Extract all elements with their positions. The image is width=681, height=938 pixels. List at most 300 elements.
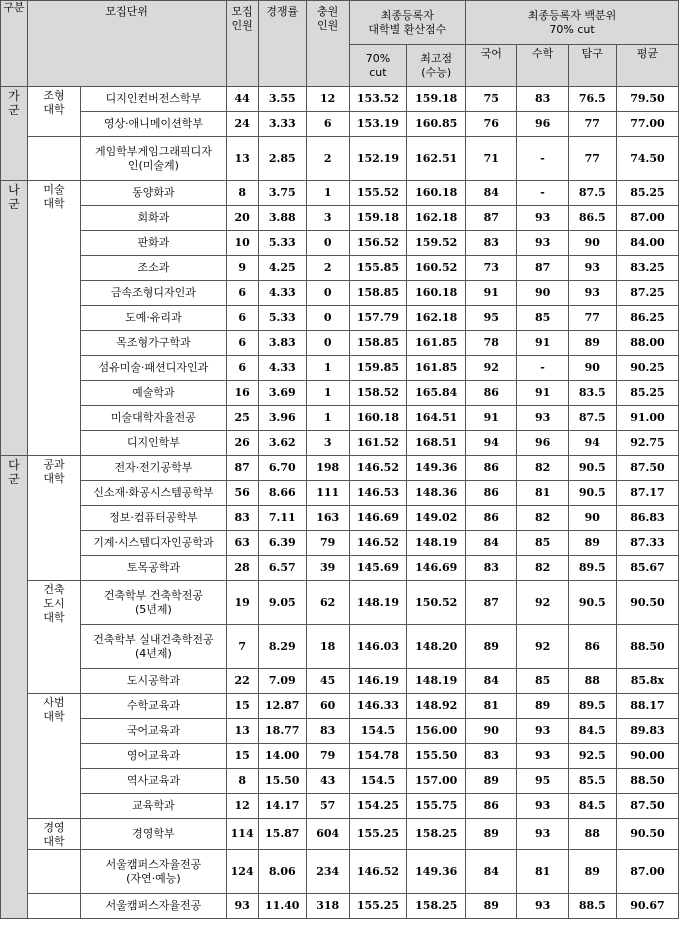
table-row bbox=[1, 819, 679, 850]
value-cell-a: 85.8x bbox=[616, 669, 678, 694]
value-cell-q: 15 bbox=[226, 744, 258, 769]
value-cell-cut: 153.52 bbox=[349, 87, 407, 112]
college-cell bbox=[27, 137, 80, 181]
value-cell-cut: 145.69 bbox=[349, 556, 407, 581]
dept-cell: 영어교육과 bbox=[81, 744, 226, 769]
header-quota: 모집 인원 bbox=[226, 1, 258, 87]
value-cell-f: 0 bbox=[306, 281, 349, 306]
value-cell-cut: 155.25 bbox=[349, 819, 407, 850]
value-cell-k: 78 bbox=[466, 331, 517, 356]
value-cell-k: 83 bbox=[466, 744, 517, 769]
value-cell-q: 6 bbox=[226, 281, 258, 306]
dept-cell: 기계·시스템디자인공학과 bbox=[81, 531, 226, 556]
value-cell-k: 90 bbox=[466, 719, 517, 744]
value-cell-a: 90.67 bbox=[616, 894, 678, 919]
value-cell-q: 83 bbox=[226, 506, 258, 531]
value-cell-a: 88.17 bbox=[616, 694, 678, 719]
value-cell-f: 198 bbox=[306, 456, 349, 481]
value-cell-m: - bbox=[517, 181, 568, 206]
value-cell-m: 96 bbox=[517, 112, 568, 137]
value-cell-c: 11.40 bbox=[258, 894, 306, 919]
value-cell-cut: 146.52 bbox=[349, 850, 407, 894]
value-cell-q: 25 bbox=[226, 406, 258, 431]
value-cell-q: 6 bbox=[226, 306, 258, 331]
value-cell-q: 114 bbox=[226, 819, 258, 850]
header-cut70: 70% cut bbox=[349, 45, 407, 87]
value-cell-f: 1 bbox=[306, 381, 349, 406]
header-filled: 충원 인원 bbox=[306, 1, 349, 87]
value-cell-m: 81 bbox=[517, 850, 568, 894]
value-cell-q: 13 bbox=[226, 137, 258, 181]
dept-cell: 목조형가구학과 bbox=[81, 331, 226, 356]
value-cell-k: 86 bbox=[466, 381, 517, 406]
value-cell-q: 9 bbox=[226, 256, 258, 281]
value-cell-cut: 148.19 bbox=[349, 581, 407, 625]
value-cell-f: 79 bbox=[306, 744, 349, 769]
value-cell-a: 88.50 bbox=[616, 769, 678, 794]
value-cell-c: 14.17 bbox=[258, 794, 306, 819]
value-cell-a: 91.00 bbox=[616, 406, 678, 431]
table-row bbox=[1, 506, 679, 531]
value-cell-f: 12 bbox=[306, 87, 349, 112]
value-cell-k: 86 bbox=[466, 794, 517, 819]
value-cell-max: 162.18 bbox=[407, 206, 466, 231]
value-cell-k: 87 bbox=[466, 206, 517, 231]
value-cell-cut: 161.52 bbox=[349, 431, 407, 456]
value-cell-a: 89.83 bbox=[616, 719, 678, 744]
value-cell-f: 62 bbox=[306, 581, 349, 625]
dept-cell: 미술대학자율전공 bbox=[81, 406, 226, 431]
value-cell-k: 71 bbox=[466, 137, 517, 181]
value-cell-m: 95 bbox=[517, 769, 568, 794]
value-cell-k: 76 bbox=[466, 112, 517, 137]
value-cell-max: 148.92 bbox=[407, 694, 466, 719]
table-row bbox=[1, 769, 679, 794]
value-cell-q: 7 bbox=[226, 625, 258, 669]
value-cell-max: 155.75 bbox=[407, 794, 466, 819]
table-row bbox=[1, 306, 679, 331]
value-cell-k: 87 bbox=[466, 581, 517, 625]
value-cell-c: 4.33 bbox=[258, 356, 306, 381]
value-cell-cut: 155.25 bbox=[349, 894, 407, 919]
header-pct-score: 최종등록자 백분위 70% cut bbox=[466, 1, 679, 45]
table-row bbox=[1, 531, 679, 556]
value-cell-cut: 154.5 bbox=[349, 719, 407, 744]
value-cell-cut: 146.52 bbox=[349, 531, 407, 556]
value-cell-q: 8 bbox=[226, 769, 258, 794]
value-cell-a: 90.50 bbox=[616, 581, 678, 625]
value-cell-c: 7.11 bbox=[258, 506, 306, 531]
value-cell-m: 82 bbox=[517, 556, 568, 581]
dept-cell: 회화과 bbox=[81, 206, 226, 231]
value-cell-k: 89 bbox=[466, 625, 517, 669]
dept-cell: 조소과 bbox=[81, 256, 226, 281]
value-cell-f: 43 bbox=[306, 769, 349, 794]
value-cell-m: 91 bbox=[517, 331, 568, 356]
dept-cell: 도시공학과 bbox=[81, 669, 226, 694]
value-cell-a: 90.00 bbox=[616, 744, 678, 769]
value-cell-c: 3.75 bbox=[258, 181, 306, 206]
value-cell-f: 234 bbox=[306, 850, 349, 894]
value-cell-cut: 154.25 bbox=[349, 794, 407, 819]
value-cell-f: 0 bbox=[306, 331, 349, 356]
value-cell-c: 3.88 bbox=[258, 206, 306, 231]
value-cell-k: 84 bbox=[466, 531, 517, 556]
value-cell-q: 19 bbox=[226, 581, 258, 625]
value-cell-a: 87.50 bbox=[616, 456, 678, 481]
value-cell-t: 89.5 bbox=[568, 556, 616, 581]
value-cell-q: 63 bbox=[226, 531, 258, 556]
value-cell-a: 92.75 bbox=[616, 431, 678, 456]
value-cell-c: 3.83 bbox=[258, 331, 306, 356]
header-max: 최고점 (수능) bbox=[407, 45, 466, 87]
value-cell-c: 6.39 bbox=[258, 531, 306, 556]
value-cell-t: 90.5 bbox=[568, 581, 616, 625]
dept-cell: 금속조형디자인과 bbox=[81, 281, 226, 306]
value-cell-m: 96 bbox=[517, 431, 568, 456]
value-cell-cut: 146.03 bbox=[349, 625, 407, 669]
value-cell-t: 88.5 bbox=[568, 894, 616, 919]
value-cell-max: 160.52 bbox=[407, 256, 466, 281]
value-cell-k: 86 bbox=[466, 506, 517, 531]
value-cell-f: 39 bbox=[306, 556, 349, 581]
value-cell-max: 157.00 bbox=[407, 769, 466, 794]
value-cell-q: 20 bbox=[226, 206, 258, 231]
value-cell-c: 3.69 bbox=[258, 381, 306, 406]
value-cell-max: 156.00 bbox=[407, 719, 466, 744]
college-cell: 미술 대학 bbox=[27, 181, 80, 456]
value-cell-c: 2.85 bbox=[258, 137, 306, 181]
dept-cell: 판화과 bbox=[81, 231, 226, 256]
table-row bbox=[1, 231, 679, 256]
value-cell-k: 84 bbox=[466, 850, 517, 894]
value-cell-cut: 158.52 bbox=[349, 381, 407, 406]
value-cell-m: 91 bbox=[517, 381, 568, 406]
dept-cell: 수학교육과 bbox=[81, 694, 226, 719]
value-cell-k: 92 bbox=[466, 356, 517, 381]
value-cell-q: 124 bbox=[226, 850, 258, 894]
value-cell-k: 73 bbox=[466, 256, 517, 281]
value-cell-t: 93 bbox=[568, 256, 616, 281]
value-cell-max: 161.85 bbox=[407, 331, 466, 356]
value-cell-cut: 155.52 bbox=[349, 181, 407, 206]
value-cell-max: 159.18 bbox=[407, 87, 466, 112]
college-cell bbox=[27, 850, 80, 894]
value-cell-k: 91 bbox=[466, 406, 517, 431]
dept-cell: 전자·전기공학부 bbox=[81, 456, 226, 481]
table-row bbox=[1, 331, 679, 356]
value-cell-t: 90.5 bbox=[568, 456, 616, 481]
value-cell-max: 164.51 bbox=[407, 406, 466, 431]
value-cell-q: 24 bbox=[226, 112, 258, 137]
value-cell-cut: 152.19 bbox=[349, 137, 407, 181]
value-cell-t: 86.5 bbox=[568, 206, 616, 231]
value-cell-c: 4.25 bbox=[258, 256, 306, 281]
value-cell-a: 85.25 bbox=[616, 181, 678, 206]
value-cell-cut: 146.33 bbox=[349, 694, 407, 719]
table-body bbox=[1, 87, 679, 919]
college-cell: 경영 대학 bbox=[27, 819, 80, 850]
value-cell-f: 2 bbox=[306, 137, 349, 181]
value-cell-cut: 159.85 bbox=[349, 356, 407, 381]
value-cell-t: 90 bbox=[568, 506, 616, 531]
value-cell-max: 160.18 bbox=[407, 181, 466, 206]
value-cell-max: 146.69 bbox=[407, 556, 466, 581]
college-cell: 건축 도시 대학 bbox=[27, 581, 80, 694]
table-row bbox=[1, 694, 679, 719]
table-row bbox=[1, 456, 679, 481]
dept-cell: 역사교육과 bbox=[81, 769, 226, 794]
value-cell-f: 111 bbox=[306, 481, 349, 506]
value-cell-m: 93 bbox=[517, 744, 568, 769]
value-cell-t: 77 bbox=[568, 112, 616, 137]
value-cell-f: 3 bbox=[306, 431, 349, 456]
value-cell-c: 8.29 bbox=[258, 625, 306, 669]
value-cell-k: 86 bbox=[466, 456, 517, 481]
value-cell-a: 86.25 bbox=[616, 306, 678, 331]
dept-cell: 서울캠퍼스자율전공 bbox=[81, 894, 226, 919]
value-cell-k: 95 bbox=[466, 306, 517, 331]
dept-cell: 섬유미술·패션디자인과 bbox=[81, 356, 226, 381]
header-group: 구분 bbox=[1, 1, 28, 87]
table-row bbox=[1, 556, 679, 581]
value-cell-q: 6 bbox=[226, 331, 258, 356]
value-cell-m: 85 bbox=[517, 306, 568, 331]
value-cell-f: 57 bbox=[306, 794, 349, 819]
dept-cell: 영상·애니메이션학부 bbox=[81, 112, 226, 137]
value-cell-t: 92.5 bbox=[568, 744, 616, 769]
value-cell-f: 2 bbox=[306, 256, 349, 281]
table-row bbox=[1, 281, 679, 306]
table-row bbox=[1, 669, 679, 694]
value-cell-a: 87.33 bbox=[616, 531, 678, 556]
table-row bbox=[1, 431, 679, 456]
dept-cell: 신소재·화공시스템공학부 bbox=[81, 481, 226, 506]
value-cell-c: 14.00 bbox=[258, 744, 306, 769]
value-cell-t: 87.5 bbox=[568, 406, 616, 431]
table-row bbox=[1, 719, 679, 744]
value-cell-max: 149.02 bbox=[407, 506, 466, 531]
value-cell-max: 148.20 bbox=[407, 625, 466, 669]
value-cell-cut: 146.69 bbox=[349, 506, 407, 531]
table-row bbox=[1, 112, 679, 137]
value-cell-cut: 146.19 bbox=[349, 669, 407, 694]
value-cell-cut: 153.19 bbox=[349, 112, 407, 137]
value-cell-cut: 155.85 bbox=[349, 256, 407, 281]
value-cell-a: 87.25 bbox=[616, 281, 678, 306]
dept-cell: 디지인학부 bbox=[81, 431, 226, 456]
value-cell-k: 94 bbox=[466, 431, 517, 456]
value-cell-t: 85.5 bbox=[568, 769, 616, 794]
value-cell-m: 93 bbox=[517, 819, 568, 850]
value-cell-c: 3.96 bbox=[258, 406, 306, 431]
value-cell-k: 83 bbox=[466, 231, 517, 256]
table-row bbox=[1, 206, 679, 231]
value-cell-m: 83 bbox=[517, 87, 568, 112]
table-row bbox=[1, 381, 679, 406]
value-cell-q: 93 bbox=[226, 894, 258, 919]
value-cell-f: 1 bbox=[306, 181, 349, 206]
table-row bbox=[1, 744, 679, 769]
value-cell-max: 160.85 bbox=[407, 112, 466, 137]
value-cell-a: 90.50 bbox=[616, 819, 678, 850]
value-cell-k: 91 bbox=[466, 281, 517, 306]
dept-cell: 정보·컴퓨터공학부 bbox=[81, 506, 226, 531]
value-cell-cut: 146.53 bbox=[349, 481, 407, 506]
table-row bbox=[1, 256, 679, 281]
value-cell-c: 3.55 bbox=[258, 87, 306, 112]
value-cell-f: 0 bbox=[306, 306, 349, 331]
value-cell-max: 160.18 bbox=[407, 281, 466, 306]
value-cell-a: 88.50 bbox=[616, 625, 678, 669]
dept-cell: 건축학부 건축학전공 (5년제) bbox=[81, 581, 226, 625]
value-cell-f: 1 bbox=[306, 356, 349, 381]
value-cell-t: 87.5 bbox=[568, 181, 616, 206]
dept-cell: 동양화과 bbox=[81, 181, 226, 206]
value-cell-a: 88.00 bbox=[616, 331, 678, 356]
value-cell-f: 60 bbox=[306, 694, 349, 719]
dept-cell: 게임학부게임그래픽디자 인(미술계) bbox=[81, 137, 226, 181]
group-cell: 나군 bbox=[1, 181, 28, 456]
value-cell-q: 6 bbox=[226, 356, 258, 381]
value-cell-max: 165.84 bbox=[407, 381, 466, 406]
value-cell-t: 84.5 bbox=[568, 719, 616, 744]
value-cell-c: 18.77 bbox=[258, 719, 306, 744]
value-cell-max: 148.19 bbox=[407, 531, 466, 556]
header-competition: 경쟁률 bbox=[258, 1, 306, 87]
value-cell-m: 93 bbox=[517, 794, 568, 819]
value-cell-a: 84.00 bbox=[616, 231, 678, 256]
value-cell-a: 87.00 bbox=[616, 206, 678, 231]
value-cell-m: 87 bbox=[517, 256, 568, 281]
value-cell-k: 83 bbox=[466, 556, 517, 581]
value-cell-q: 26 bbox=[226, 431, 258, 456]
value-cell-c: 6.70 bbox=[258, 456, 306, 481]
value-cell-m: 85 bbox=[517, 531, 568, 556]
value-cell-t: 83.5 bbox=[568, 381, 616, 406]
value-cell-t: 77 bbox=[568, 137, 616, 181]
value-cell-max: 155.50 bbox=[407, 744, 466, 769]
dept-cell: 예술학과 bbox=[81, 381, 226, 406]
value-cell-a: 87.50 bbox=[616, 794, 678, 819]
value-cell-q: 8 bbox=[226, 181, 258, 206]
value-cell-m: - bbox=[517, 356, 568, 381]
value-cell-a: 90.25 bbox=[616, 356, 678, 381]
value-cell-m: 89 bbox=[517, 694, 568, 719]
value-cell-q: 56 bbox=[226, 481, 258, 506]
value-cell-q: 15 bbox=[226, 694, 258, 719]
value-cell-max: 148.36 bbox=[407, 481, 466, 506]
value-cell-f: 0 bbox=[306, 231, 349, 256]
value-cell-k: 89 bbox=[466, 894, 517, 919]
value-cell-c: 6.57 bbox=[258, 556, 306, 581]
header-inq: 탐구 bbox=[568, 45, 616, 87]
value-cell-f: 45 bbox=[306, 669, 349, 694]
table-row bbox=[1, 356, 679, 381]
value-cell-t: 89.5 bbox=[568, 694, 616, 719]
value-cell-max: 158.25 bbox=[407, 894, 466, 919]
dept-cell: 토목공학과 bbox=[81, 556, 226, 581]
value-cell-k: 86 bbox=[466, 481, 517, 506]
table-row bbox=[1, 137, 679, 181]
table-row bbox=[1, 181, 679, 206]
value-cell-f: 318 bbox=[306, 894, 349, 919]
value-cell-t: 89 bbox=[568, 850, 616, 894]
value-cell-a: 83.25 bbox=[616, 256, 678, 281]
value-cell-m: 93 bbox=[517, 231, 568, 256]
value-cell-f: 79 bbox=[306, 531, 349, 556]
dept-cell: 건축학부 실내건축학전공 (4년제) bbox=[81, 625, 226, 669]
value-cell-q: 12 bbox=[226, 794, 258, 819]
value-cell-a: 74.50 bbox=[616, 137, 678, 181]
value-cell-f: 604 bbox=[306, 819, 349, 850]
value-cell-k: 81 bbox=[466, 694, 517, 719]
college-cell: 공과 대학 bbox=[27, 456, 80, 581]
value-cell-k: 89 bbox=[466, 819, 517, 850]
value-cell-max: 162.51 bbox=[407, 137, 466, 181]
value-cell-cut: 160.18 bbox=[349, 406, 407, 431]
value-cell-c: 15.87 bbox=[258, 819, 306, 850]
value-cell-q: 28 bbox=[226, 556, 258, 581]
value-cell-a: 79.50 bbox=[616, 87, 678, 112]
value-cell-f: 6 bbox=[306, 112, 349, 137]
header-avg: 평균 bbox=[616, 45, 678, 87]
value-cell-q: 87 bbox=[226, 456, 258, 481]
value-cell-c: 9.05 bbox=[258, 581, 306, 625]
value-cell-max: 148.19 bbox=[407, 669, 466, 694]
value-cell-c: 12.87 bbox=[258, 694, 306, 719]
value-cell-f: 163 bbox=[306, 506, 349, 531]
value-cell-m: 93 bbox=[517, 406, 568, 431]
value-cell-t: 94 bbox=[568, 431, 616, 456]
table-row bbox=[1, 581, 679, 625]
value-cell-m: - bbox=[517, 137, 568, 181]
dept-cell: 국어교육과 bbox=[81, 719, 226, 744]
dept-cell: 경영학부 bbox=[81, 819, 226, 850]
value-cell-q: 44 bbox=[226, 87, 258, 112]
value-cell-k: 84 bbox=[466, 181, 517, 206]
dept-cell: 디지인컨버전스학부 bbox=[81, 87, 226, 112]
value-cell-cut: 158.85 bbox=[349, 281, 407, 306]
value-cell-t: 90 bbox=[568, 356, 616, 381]
value-cell-a: 87.17 bbox=[616, 481, 678, 506]
value-cell-t: 88 bbox=[568, 669, 616, 694]
value-cell-q: 22 bbox=[226, 669, 258, 694]
value-cell-max: 149.36 bbox=[407, 456, 466, 481]
value-cell-a: 85.67 bbox=[616, 556, 678, 581]
value-cell-cut: 154.5 bbox=[349, 769, 407, 794]
value-cell-m: 82 bbox=[517, 456, 568, 481]
value-cell-max: 150.52 bbox=[407, 581, 466, 625]
college-cell: 사범 대학 bbox=[27, 694, 80, 819]
value-cell-q: 10 bbox=[226, 231, 258, 256]
table-row bbox=[1, 625, 679, 669]
value-cell-m: 82 bbox=[517, 506, 568, 531]
value-cell-m: 92 bbox=[517, 581, 568, 625]
value-cell-f: 1 bbox=[306, 406, 349, 431]
value-cell-k: 75 bbox=[466, 87, 517, 112]
value-cell-max: 168.51 bbox=[407, 431, 466, 456]
value-cell-c: 5.33 bbox=[258, 306, 306, 331]
value-cell-t: 90.5 bbox=[568, 481, 616, 506]
value-cell-cut: 154.78 bbox=[349, 744, 407, 769]
group-cell: 다군 bbox=[1, 456, 28, 919]
value-cell-m: 93 bbox=[517, 894, 568, 919]
value-cell-q: 16 bbox=[226, 381, 258, 406]
value-cell-t: 86 bbox=[568, 625, 616, 669]
value-cell-m: 93 bbox=[517, 719, 568, 744]
value-cell-c: 3.62 bbox=[258, 431, 306, 456]
